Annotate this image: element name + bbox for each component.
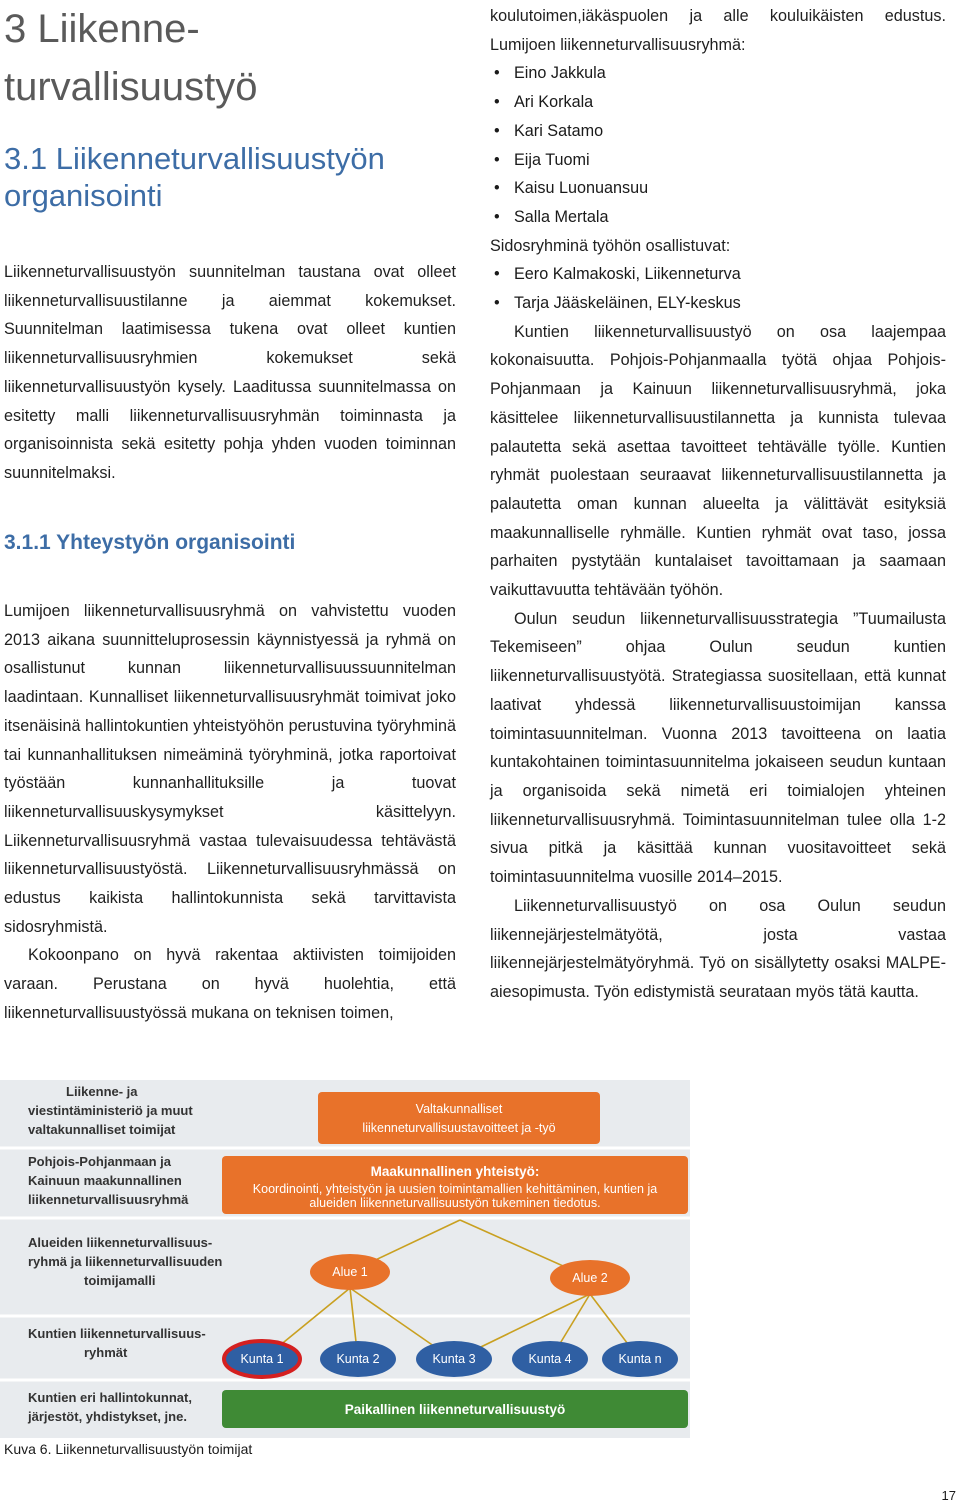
municipality-label: Kunta 2 <box>336 1352 380 1366</box>
regional-text: alueiden liikenneturvallisuustyön tukeminen tiedotus. <box>309 1196 601 1210</box>
list-item: • Kari Satamo <box>490 117 946 146</box>
right-column <box>490 0 946 1007</box>
level-label: Kuntien liikenneturvallisuus- <box>28 1326 206 1341</box>
regional-title: Maakunnallinen yhteistyö: <box>370 1164 540 1179</box>
municipality-label: Kunta 1 <box>240 1352 284 1366</box>
list-item: • Salla Mertala <box>490 203 946 232</box>
regional-text: Koordinointi, yhteistyön ja uusien toimintamallien kehittäminen, kuntien ja <box>252 1182 658 1196</box>
level-label: toimijamalli <box>84 1273 156 1288</box>
section-title: 3.1 Liikenneturvallisuustyön organisointi <box>4 141 385 213</box>
list-item: • Kaisu Luonuansuu <box>490 174 946 203</box>
subsection-body <box>4 597 456 1028</box>
level-label: Kuntien eri hallintokunnat, <box>28 1390 192 1405</box>
paragraph: Oulun seudun liikenneturvallisuusstrategia ”Tuumailusta Tekemiseen” ohjaa Oulun seudun kuntien liikenneturvallisuustyötä. Strategiassa suositellaan, että kunnat laativat yhdessä liikenneturvallisuustoimijan kanssa toimintasuunnitelman. Vuonna 2013 tavoitteena on laatia kuntakohtainen toimintasuunnitelma jokaiseen seudun kuntaan ja organisoida sekä nimetä eri toimialojen yhteinen liikenneturvallisuusryhmä. Toimintasuunnitelman tulee olla 1-2 sivua pitkä ja käsittää kunnan vuositavoitteet sekä toimintasuunnitelma vuosille 2014–2015. <box>490 609 946 887</box>
national-text: Valtakunnalliset <box>415 1102 503 1116</box>
paragraph: koulutoimen,iäkäspuolen ja alle kouluikäisten edustus. Lumijoen liikenneturvallisuusryhmä: <box>490 7 946 54</box>
municipality-label: Kunta 3 <box>432 1352 476 1366</box>
level-label: Alueiden liikenneturvallisuus- <box>28 1235 213 1250</box>
municipality-label: Kunta 4 <box>528 1352 572 1366</box>
paragraph: Liikenneturvallisuustyö on osa Oulun seudun liikennejärjestelmätyötä, josta vastaa liikennejärjestelmätyöryhmä. Työ on sisällytetty osaksi MALPE-aiesopimusta. Työn edistymistä seurataan myös tätä kautta. <box>490 896 946 1001</box>
chapter-title: 3 Liikenne-turvallisuustyö <box>4 7 258 109</box>
paragraph: Kokoonpano on hyvä rakentaa aktiivisten toimijoiden varaan. Perustana on hyvä huolehtia, että liikenneturvallisuustyössä mukana on teknisen toimen, <box>4 946 456 1022</box>
level-label: valtakunnalliset toimijat <box>28 1122 176 1137</box>
national-text: liikenneturvallisuustavoitteet ja -työ <box>362 1121 556 1135</box>
level-label: Kainuun maakunnallinen <box>28 1173 182 1188</box>
area-label: Alue 1 <box>332 1265 368 1279</box>
list-item: • Eija Tuomi <box>490 146 946 175</box>
level-label: viestintäministeriö ja muut <box>28 1103 193 1118</box>
partner-list <box>490 260 946 317</box>
municipality-label: Kunta n <box>618 1352 662 1366</box>
figure-caption: Kuva 6. Liikenneturvallisuustyön toimijat <box>4 1441 253 1457</box>
level-label: Liikenne- ja <box>66 1084 138 1099</box>
organization-diagram <box>0 1080 690 1438</box>
list-item: • Eino Jakkula <box>490 59 946 88</box>
page-number: 17 <box>941 1488 956 1503</box>
partners-heading: Sidosryhminä työhön osallistuvat: <box>490 236 731 255</box>
paragraph: Lumijoen liikenneturvallisuusryhmä on vahvistettu vuoden 2013 aikana suunnitteluprosessin käynnistyessä ja ryhmä on osallistunut kunnan liikenneturvallisuussuunnitelman laadintaan. Kunnalliset liikenneturvallisuusryhmät toimivat joko itsenäisinä hallintokuntien yhteistyöhön perustuvina työryhminä tai kunnanhallituksen nimeäminä työryhminä, jotka raportoivat työstään kunnanhallituksille ja tuovat liikenneturvallisuuskysymykset käsittelyyn. Liikenneturvallisuusryhmä vastaa tulevaisuudessa tehtävästä liikenneturvallisuustyöstä. Liikenneturvallisuusryhmässä on edustus kaikista hallintokunnista sekä tarvittavista sidosryhmistä. <box>4 602 456 936</box>
level-label: järjestöt, yhdistykset, jne. <box>28 1409 187 1424</box>
intro-paragraph: Liikenneturvallisuustyön suunnitelman taustana ovat olleet liikenneturvallisuustilanne ja aiemmat kokemukset. Suunnitelman laatimisessa tukena ovat olleet kuntien liikenneturvallisuusryhmien kokemukset sekä liikenneturvallisuustyön kysely. Laaditussa suunnitelmassa on esitetty malli liikenneturvallisuusryhmän toiminnasta ja organisoinnista sekä esitetty pohja yhden vuoden toiminnan suunnitelmaksi. <box>4 263 456 482</box>
level-label: ryhmät <box>84 1345 128 1360</box>
member-list <box>490 59 946 231</box>
level-label: ryhmä ja liikenneturvallisuuden <box>28 1254 223 1269</box>
national-box <box>318 1092 600 1144</box>
subsection-title: 3.1.1 Yhteystyön organisointi <box>4 531 296 554</box>
level-label: liikenneturvallisuusryhmä <box>28 1192 189 1207</box>
list-item: • Tarja Jääskeläinen, ELY-keskus <box>490 289 946 318</box>
paragraph: Kuntien liikenneturvallisuustyö on osa laajempaa kokonaisuutta. Pohjois-Pohjanmaalla työtä ohjaa Pohjois-Pohjanmaan ja Kainuun liikenneturvallisuusryhmä, joka käsittelee liikenneturvallisuustilannetta ja kunnista tulevaa palautetta sekä asettaa tavoitteet tehtävälle työlle. Kuntien ryhmät puolestaan seuraavat liikenneturvallisuustilannetta ja palautetta oman kunnan alueelta ja välittävät esityksiä maakunnalliselle ryhmälle. Kuntien ryhmät ovat taso, jossa parhaiten pystytään kuntalaiset tavoittamaan ja saamaan vaikuttavuutta tehtävään työhön. <box>490 322 946 600</box>
level-label: Pohjois-Pohjanmaan ja <box>28 1154 172 1169</box>
area-label: Alue 2 <box>572 1271 608 1285</box>
list-item: • Eero Kalmakoski, Liikenneturva <box>490 260 946 289</box>
list-item: • Ari Korkala <box>490 88 946 117</box>
local-text: Paikallinen liikenneturvallisuustyö <box>344 1402 566 1417</box>
